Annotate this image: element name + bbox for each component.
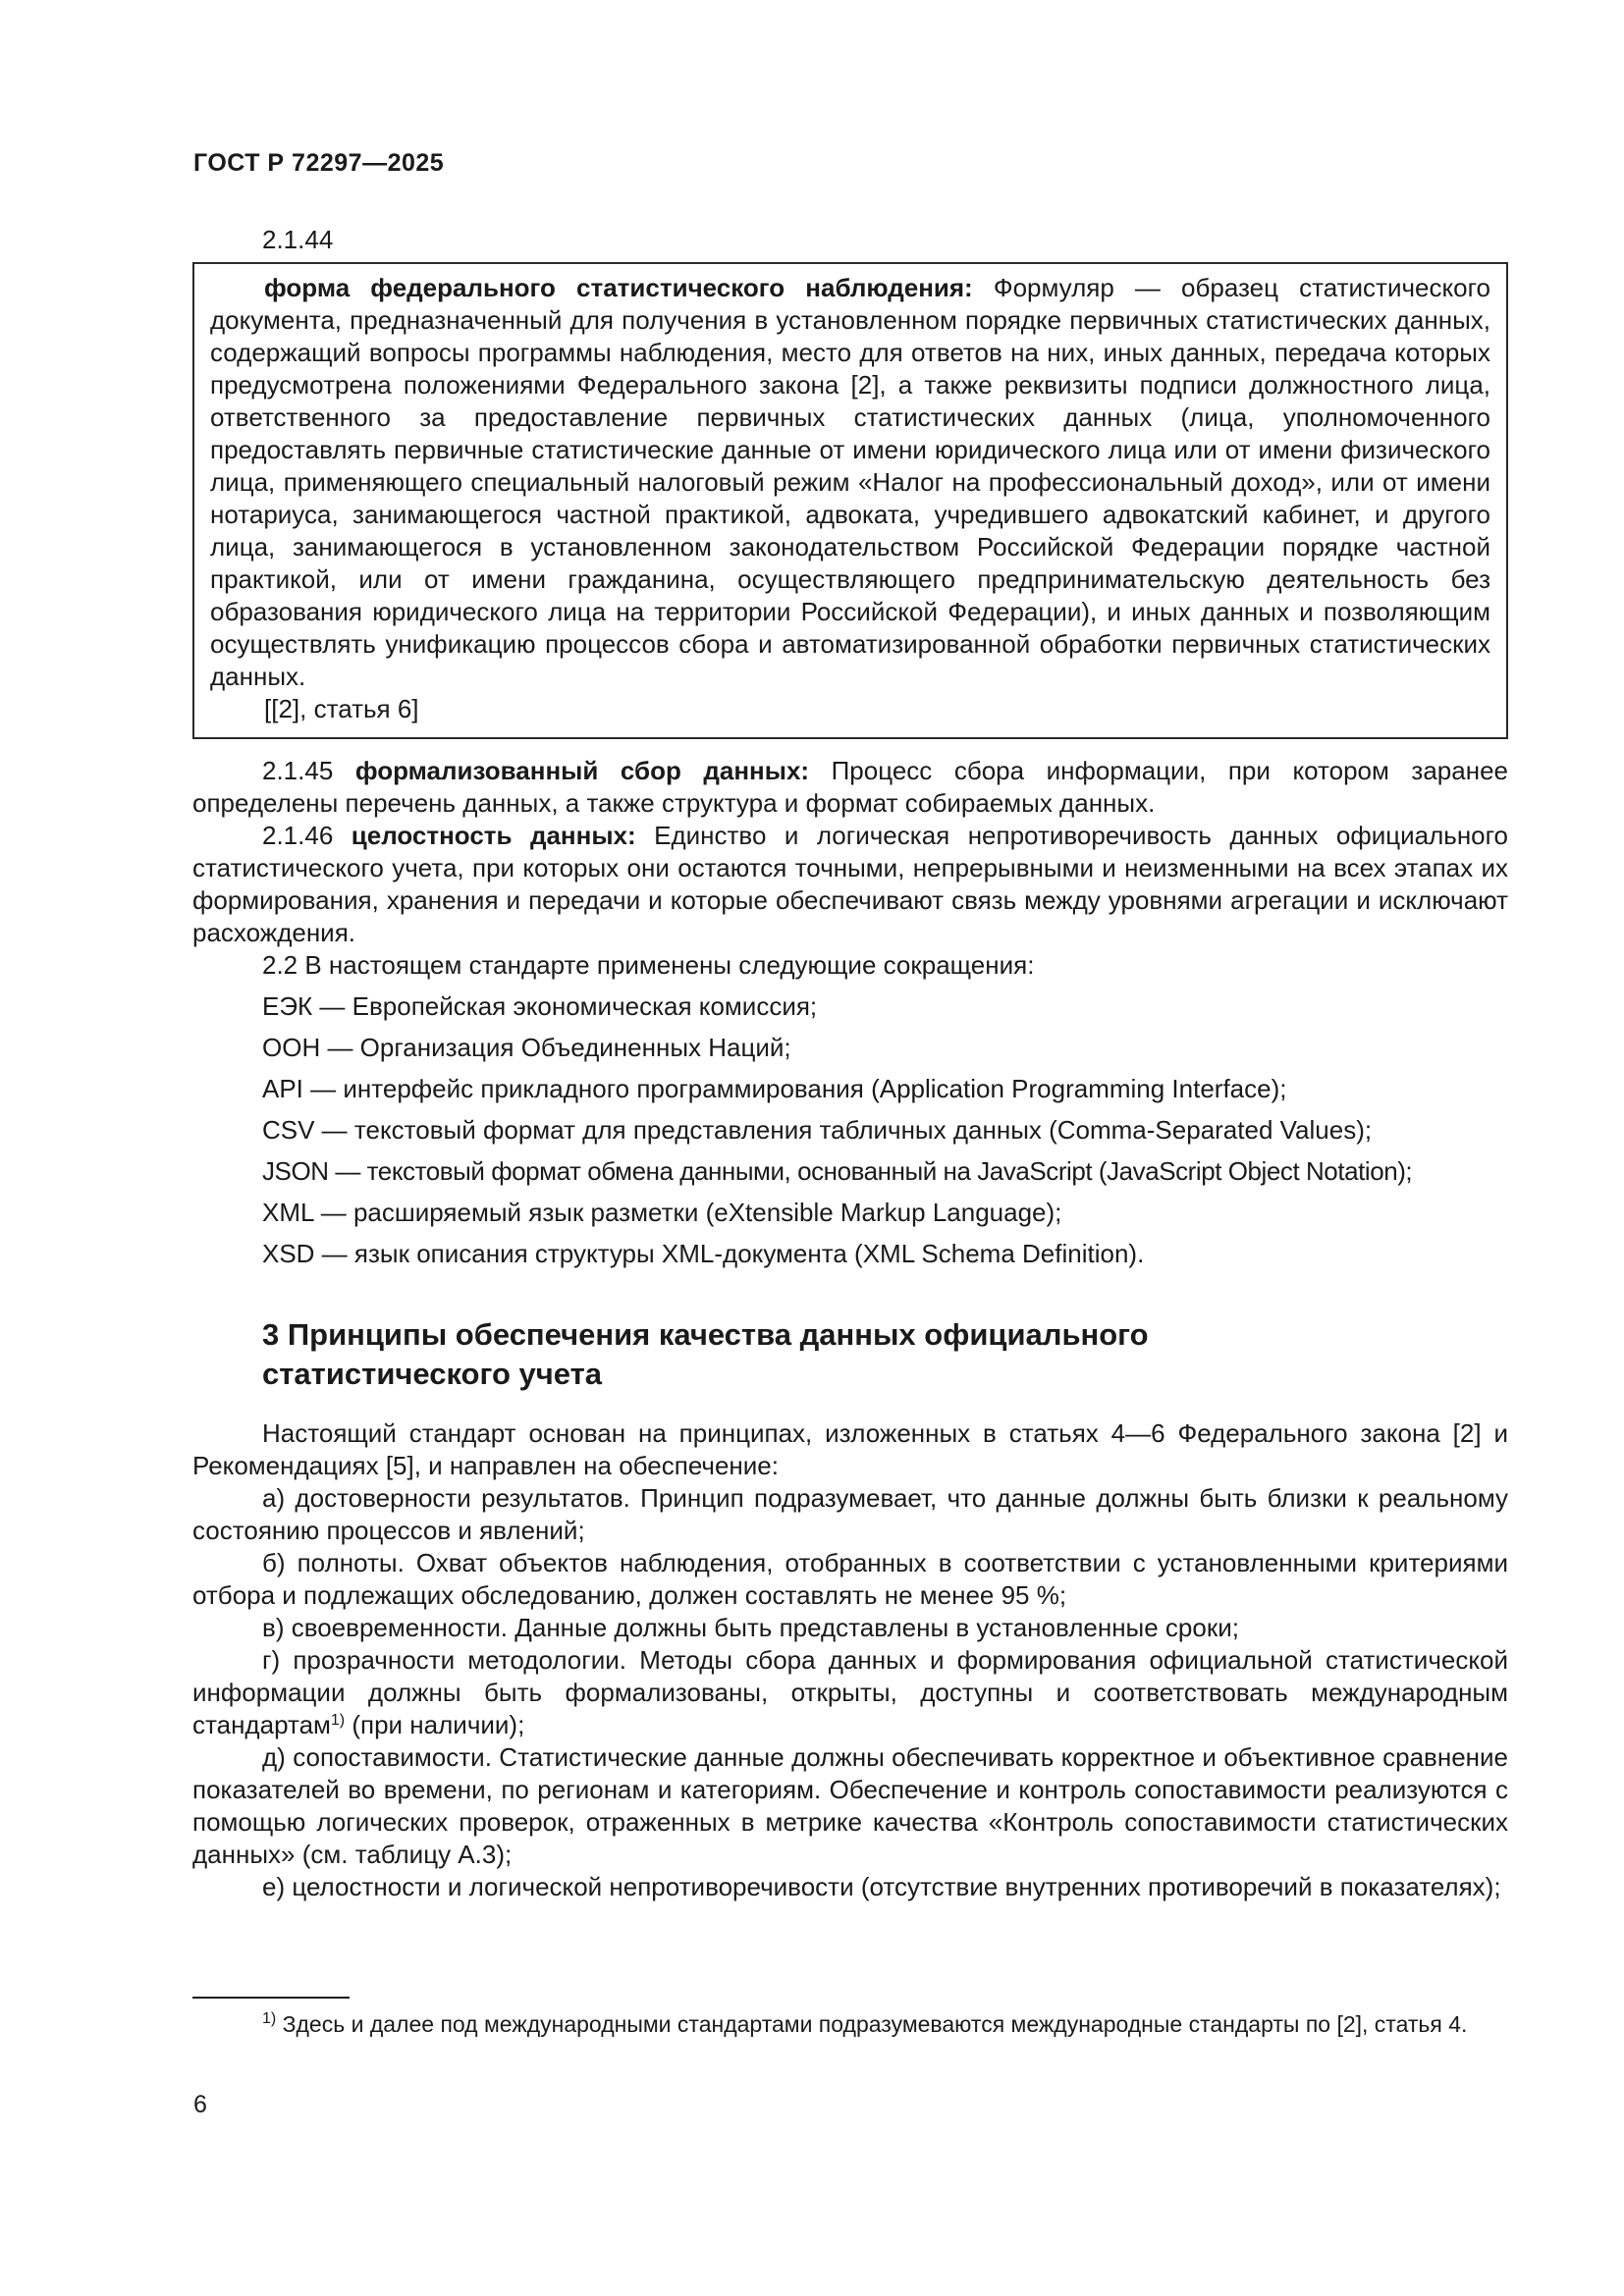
abbreviations-list [192,990,1508,1270]
term-number: 2.1.45 [262,756,355,785]
list-item-text: (при наличии); [345,1710,525,1739]
list-item: а) достоверности результатов. Принцип подразумевает, что данные должны быть близки к реальному состоянию процессов и явлений; [192,1483,1508,1545]
term-definition-box [192,262,1508,739]
document-header: ГОСТ Р 72297—2025 [193,149,445,177]
term-name: форма федерального статистического наблюдения: [264,273,973,302]
term-paragraph [192,820,1508,949]
list-item: д) сопоставимости. Статистические данные должны обеспечивать корректное и объективное сравнение показателей во времени, по регионам и категориям. Обеспечение и контроль сопоставимости реализуются с помощью логических проверок, отраженных в метрике качества «Контроль сопоставимости статистических данных» (см. таблицу А.3); [192,1742,1508,1869]
list-item-text: г) прозрачности методологии. Методы сбора данных и формирования официальной статистической информации должны быть формализованы, открыты, доступны и соответствовать международным стандартам [192,1645,1508,1739]
list-item: е) целостности и логической непротиворечивости (отсутствие внутренних противоречий в показателях); [262,1872,1501,1901]
term-paragraph [192,755,1508,820]
footnote-reference: 1) [330,1712,346,1729]
page-number: 6 [193,2091,207,2118]
section-heading-line: 3 Принципы обеспечения качества данных официального [262,1317,1149,1352]
term-number: 2.1.44 [262,225,334,254]
section-heading-line: статистического учета [262,1357,603,1391]
term-name: формализованный сбор данных: [354,756,810,785]
abbreviation-item: CSV — текстовый формат для представления табличных данных (Comma-Separated Values); [262,1115,1373,1145]
footnote-marker: 1) [262,2010,277,2027]
term-number: 2.1.46 [262,821,352,850]
list-item: б) полноты. Охват объектов наблюдения, отобранных в соответствии с установленными критериями отбора и подлежащих обследованию, должен составлять не менее 95 %; [192,1548,1508,1610]
section-intro: Настоящий стандарт основан на принципах, изложенных в статьях 4—6 Федерального закона [2] и Рекомендациях [5], и направлен на обеспечение: [192,1418,1508,1480]
footnote-separator [192,1997,350,1999]
term-paragraph [210,272,1490,693]
abbreviation-item: JSON — текстовый формат обмена данными, основанный на JavaScript (JavaScript Object Notation); [262,1156,1413,1186]
section-heading [262,1315,1508,1394]
abbreviation-item: API — интерфейс прикладного программирования (Application Programming Interface); [262,1074,1287,1103]
abbreviation-item: XML — расширяемый язык разметки (eXtensible Markup Language); [262,1198,1062,1227]
abbreviations-intro: 2.2 В настоящем стандарте применены следующие сокращения: [262,950,1035,980]
list-item [192,1644,1508,1741]
term-definition: Формуляр — образец статистического документа, предназначенный для получения в установленном порядке первичных статистических данных, содержащий вопросы программы наблюдения, место для ответов на них, иных данных, передача которых предусмотрена положениями Федерального закона [2], а также реквизиты подписи должностного лица, ответственного за предоставление первичных статистических данных (лица, уполномоченного предоставлять первичные статистические данные от имени юридического лица или от имени физического лица, применяющего специальный налоговый режим «Налог на профессиональный доход», или от имени нотариуса, занимающегося частной практикой, адвоката, учредившего адвокатский кабинет, и другого лица, занимающегося в установленном законодательством Российской Федерации порядке частной практикой, или от имени гражданина, осуществляющего предпринимательскую деятельность без образования юридического лица на территории Российской Федерации), и иных данных и позволяющим осуществлять унификацию процессов сбора и автоматизированной обработки первичных статистических данных. [210,273,1490,691]
term-name: целостность данных: [351,821,636,850]
term-definition: Процесс сбора информации, при котором заранее определены перечень данных, а также структура и формат собираемых данных. [192,756,1508,818]
list-item: в) своевременности. Данные должны быть представлены в установленные сроки; [262,1613,1239,1642]
abbreviation-item: XSD — язык описания структуры XML-документа (XML Schema Definition). [262,1239,1145,1268]
abbreviation-item: ЕЭК — Европейская экономическая комиссия; [262,991,818,1021]
footnote-body: Здесь и далее под международными стандартами подразумеваются международные стандарты по [2], статья 4. [276,2011,1468,2037]
term-definition: Единство и логическая непротиворечивость данных официального статистического учета, при которых они остаются точными, непрерывными и неизменными на всех этапах их формирования, хранения и передачи и которые обеспечивают связь между уровнями агрегации и исключают расхождения. [192,821,1509,947]
term-source: [[2], статья 6] [264,694,419,723]
page-content [192,224,1508,1903]
abbreviation-item: ООН — Организация Объединенных Наций; [262,1033,791,1062]
footnote-text [192,2009,1508,2040]
footnote [192,2009,1508,2040]
